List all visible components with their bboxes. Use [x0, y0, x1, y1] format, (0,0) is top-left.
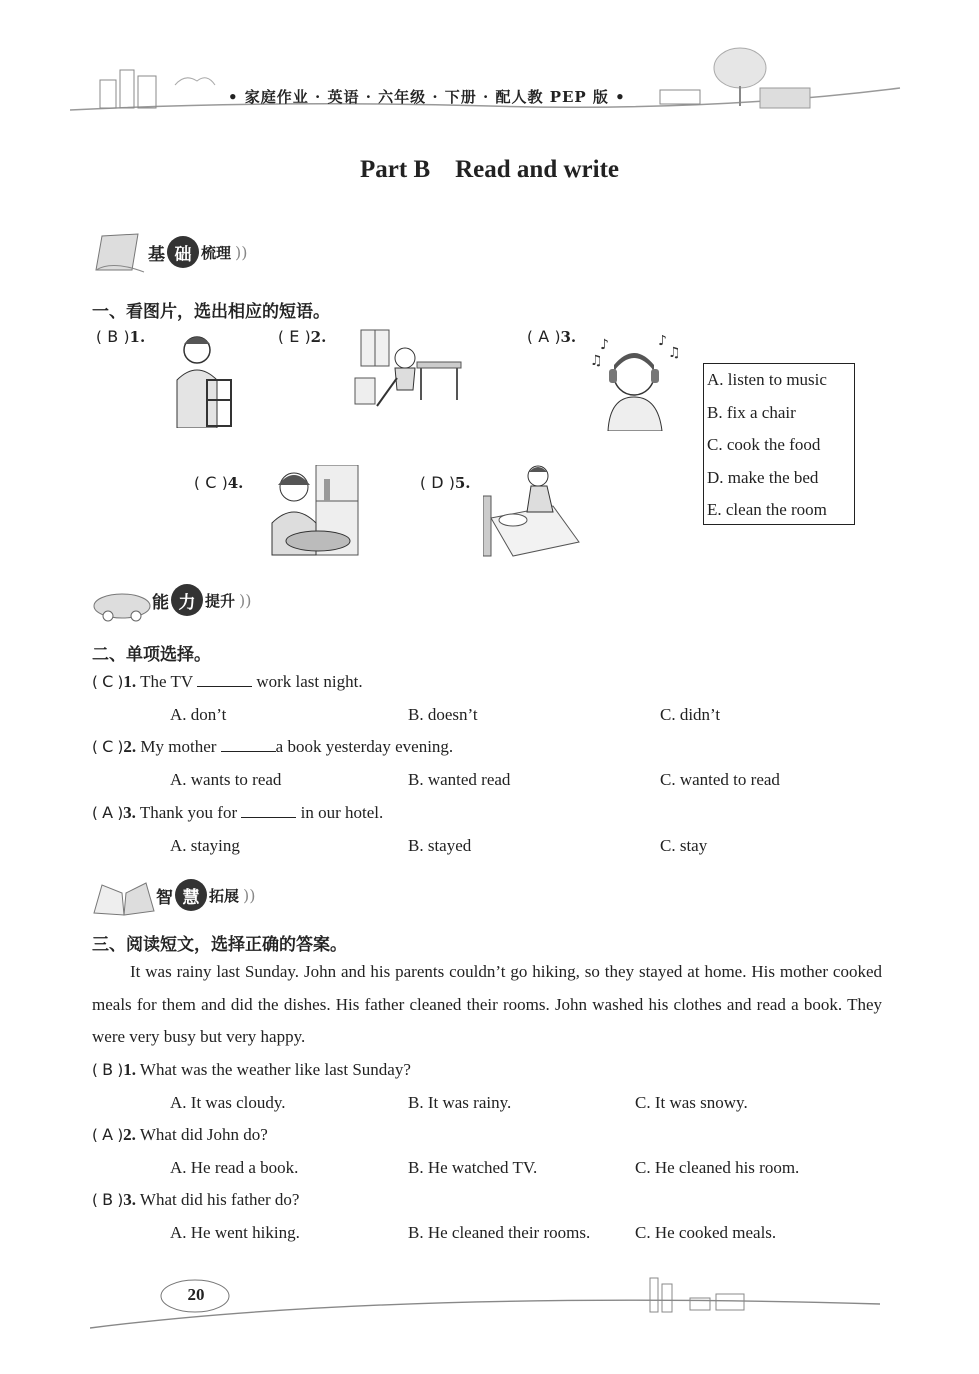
choice-question-1: ( C )1. The TV work last night. — [92, 672, 363, 691]
choice-1-option-b[interactable]: B. doesn’t — [408, 705, 478, 724]
picture-man-fixing-chair — [165, 330, 235, 428]
answer-blank[interactable] — [197, 672, 252, 687]
match-number: 1. — [129, 328, 146, 346]
reading-question-3: ( B )3. What did his father do? — [92, 1190, 300, 1209]
match-item-1: ( B )1. — [96, 327, 146, 346]
answer-blank[interactable] — [241, 803, 296, 818]
match-number: 5. — [454, 474, 471, 492]
choice-question-2: ( C )2. My mother a book yesterday evening. — [92, 737, 454, 756]
section-badge-wisdom — [92, 873, 256, 917]
picture-girl-making-bed — [483, 462, 581, 557]
question-text: What did John do? — [139, 1125, 268, 1144]
reading-2-option-a[interactable]: A. He read a book. — [170, 1158, 299, 1177]
match-number: 3. — [560, 328, 577, 346]
svg-text:♪: ♪ — [658, 335, 667, 349]
picture-woman-cooking — [258, 465, 360, 560]
section-badge-basics — [92, 230, 248, 274]
question-number: 3. — [123, 1190, 136, 1209]
match-option-a: A. listen to music — [707, 370, 827, 389]
match-option-c: C. cook the food — [707, 435, 821, 454]
header-decoration — [70, 40, 910, 120]
choice-3-option-c[interactable]: C. stay — [660, 836, 708, 855]
choice-3-option-b[interactable]: B. stayed — [408, 836, 472, 855]
page-title: Part B Read and write — [360, 156, 619, 183]
badge-waves: )) — [243, 885, 256, 905]
svg-text:♫: ♫ — [590, 353, 603, 369]
choice-answer[interactable]: C — [102, 737, 114, 756]
section-3-title: 三、阅读短文，选择正确的答案。 — [92, 935, 347, 955]
question-number: 3. — [123, 803, 136, 822]
badge-char-3: 提升 — [205, 591, 236, 610]
badge-char-2: 慧 — [175, 879, 207, 911]
reading-2-option-c[interactable]: C. He cleaned his room. — [635, 1158, 800, 1177]
reading-2-option-b[interactable]: B. He watched TV. — [408, 1158, 538, 1177]
question-text-post: work last night. — [256, 672, 363, 691]
question-text-pre: The TV — [140, 672, 193, 691]
match-number: 4. — [227, 474, 244, 492]
choice-answer[interactable]: C — [102, 672, 114, 691]
section-badge-icon — [92, 873, 156, 917]
reading-answer[interactable]: B — [102, 1190, 114, 1209]
svg-text:♪: ♪ — [600, 337, 609, 353]
match-option-e: E. clean the room — [707, 500, 827, 519]
badge-char-3: 拓展 — [209, 886, 240, 905]
section-badge-icon — [92, 578, 152, 622]
page-number: 20 — [187, 1285, 205, 1304]
choice-2-option-b[interactable]: B. wanted read — [408, 770, 511, 789]
reading-3-option-a[interactable]: A. He went hiking. — [170, 1223, 300, 1242]
badge-waves: )) — [239, 590, 252, 610]
badge-char-1: 基 — [148, 244, 165, 265]
match-number: 2. — [310, 328, 327, 346]
badge-char-3: 梳理 — [201, 243, 232, 262]
answer-blank[interactable] — [221, 737, 276, 752]
reading-question-1: ( B )1. What was the weather like last Sunday? — [92, 1060, 411, 1079]
match-item-3: ( A )3. — [527, 327, 577, 346]
header-series-title: • 家庭作业 · 英语 · 六年级 · 下册 · 配人教 PEP 版 • — [228, 88, 626, 106]
match-options-box — [703, 363, 855, 525]
reading-3-option-c[interactable]: C. He cooked meals. — [635, 1223, 777, 1242]
reading-3-option-b[interactable]: B. He cleaned their rooms. — [408, 1223, 591, 1242]
reading-answer[interactable]: B — [102, 1060, 114, 1079]
svg-text:♫: ♫ — [668, 345, 681, 361]
choice-answer[interactable]: A — [102, 803, 114, 822]
question-text-pre: My mother — [140, 737, 217, 756]
reading-passage — [92, 956, 882, 1054]
match-item-4: ( C )4. — [194, 473, 244, 492]
match-answer[interactable]: E — [289, 327, 300, 346]
choice-2-option-c[interactable]: C. wanted to read — [660, 770, 780, 789]
match-answer[interactable]: C — [205, 473, 217, 492]
choice-2-option-a[interactable]: A. wants to read — [170, 770, 282, 789]
match-answer[interactable]: B — [107, 327, 119, 346]
reading-1-option-c[interactable]: C. It was snowy. — [635, 1093, 748, 1112]
section-badge-icon — [92, 230, 148, 274]
question-number: 2. — [123, 737, 137, 756]
choice-3-option-a[interactable]: A. staying — [170, 836, 240, 855]
badge-char-1: 智 — [156, 887, 173, 908]
choice-question-3: ( A )3. Thank you for in our hotel. — [92, 803, 384, 822]
question-text: What was the weather like last Sunday? — [139, 1060, 411, 1079]
picture-boy-cleaning-room — [347, 328, 467, 410]
question-number: 1. — [123, 1060, 136, 1079]
badge-char-1: 能 — [152, 592, 169, 613]
question-text-post: in our hotel. — [300, 803, 384, 822]
match-item-2: ( E )2. — [278, 327, 327, 346]
match-answer[interactable]: A — [538, 327, 550, 346]
reading-question-2: ( A )2. What did John do? — [92, 1125, 268, 1144]
choice-1-option-a[interactable]: A. don’t — [170, 705, 227, 724]
reading-answer[interactable]: A — [102, 1125, 114, 1144]
match-option-b: B. fix a chair — [707, 402, 796, 422]
reading-passage-text: It was rainy last Sunday. John and his parents couldn’t go hiking, so they stayed at home. His mother cooked meals for them and did the dishes. His father cleaned their rooms. John washed his clothes and read a book. They were very busy but very happy. — [92, 962, 882, 1046]
match-item-5: ( D )5. — [420, 473, 471, 492]
badge-char-2: 力 — [171, 584, 203, 616]
question-number: 1. — [123, 672, 137, 691]
badge-waves: )) — [235, 242, 248, 262]
question-text-post: a book yesterday evening. — [275, 737, 454, 756]
question-text: What did his father do? — [139, 1190, 300, 1209]
match-answer[interactable]: D — [431, 473, 444, 492]
match-option-d: D. make the bed — [707, 467, 819, 487]
picture-girl-listening-music — [590, 335, 685, 431]
section-1-title: 一、看图片，选出相应的短语。 — [92, 302, 330, 322]
section-2-title: 二、单项选择。 — [92, 645, 211, 665]
reading-1-option-b[interactable]: B. It was rainy. — [408, 1093, 512, 1112]
choice-1-option-c[interactable]: C. didn’t — [660, 705, 721, 724]
badge-char-2: 础 — [167, 236, 199, 268]
reading-1-option-a[interactable]: A. It was cloudy. — [170, 1093, 286, 1112]
section-badge-ability — [92, 578, 252, 622]
question-text-pre: Thank you for — [139, 803, 238, 822]
question-number: 2. — [123, 1125, 136, 1144]
